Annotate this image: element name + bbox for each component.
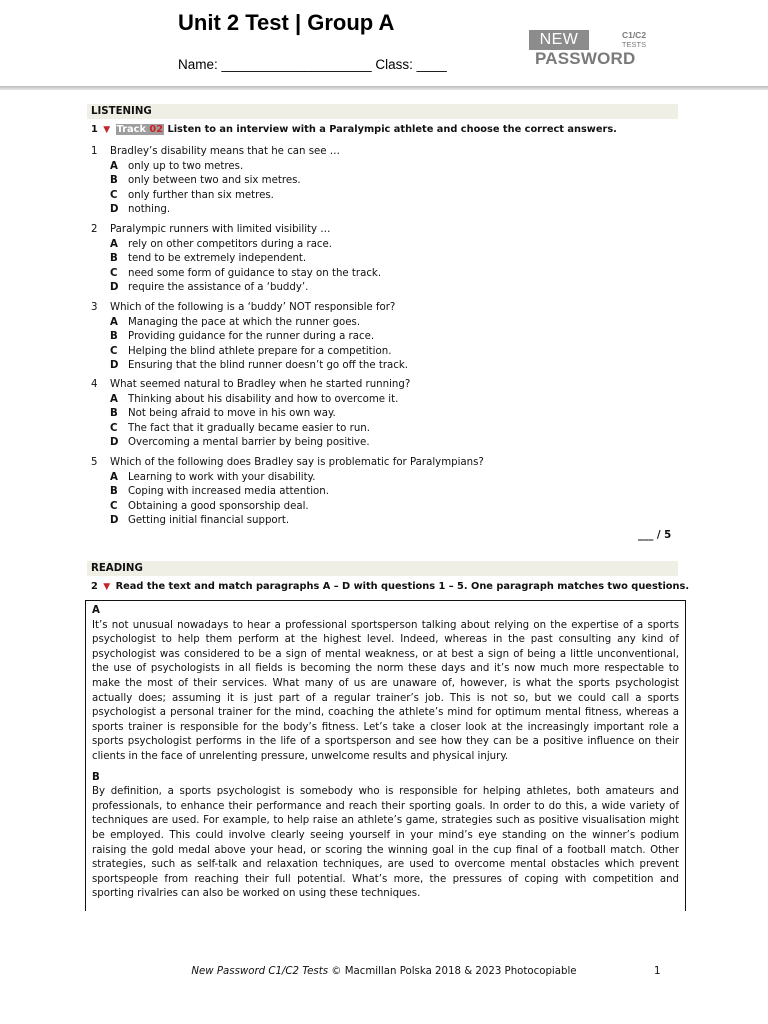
footer-copyright: © Macmillan Polska 2018 & 2023 Photocopiable <box>328 966 577 977</box>
option-letter: A <box>110 160 118 172</box>
option-letter: A <box>110 238 118 250</box>
footer <box>0 966 768 977</box>
option-letter: B <box>110 408 118 420</box>
option-letter: C <box>110 267 118 279</box>
paragraph-text: It’s not unusual nowadays to hear a professional sportsperson talking about relying on the expertise of a sports psychologist to help them perform at the highest level. Indeed, whereas in the past consulting any kind of psychologist was considered to be a sign of mental weakness, or at best a sign of being a little unconventional, the use of psychologists in all fields is becoming the norm these days and it’s now much more respectable to make the most of their services. What many of us are unaware of, however, is what the sports psychologist actually does; assuming it is just part of a regular trainer’s job. This is not so, but we could call a sports psychologist a personal trainer for the mind, coaching the athlete’s mind for optimum mental fitness, whereas a sports trainer is responsible for the body’s fitness. Let’s take a closer look at the increasingly important role a sports psychologist performs in the life of a sportsperson and see how they can be a positive influence on their clients in the face of unrelenting pressure, unwelcome results and physical injury. <box>92 619 679 762</box>
option-text: only further than six metres. <box>128 189 274 201</box>
reading-instruction <box>91 580 689 594</box>
footer-title: New Password C1/C2 Tests <box>191 966 329 977</box>
answer-option[interactable] <box>91 393 671 408</box>
question-stem <box>91 301 671 316</box>
option-letter: B <box>110 253 118 265</box>
answer-option[interactable] <box>91 203 671 218</box>
answer-option[interactable] <box>91 330 671 345</box>
option-text: Getting initial financial support. <box>128 515 290 527</box>
option-letter: B <box>110 331 118 343</box>
option-text: Managing the pace at which the runner goes. <box>128 316 361 328</box>
option-letter: C <box>110 422 118 434</box>
page-number: 1 <box>654 966 661 977</box>
listening-heading: LISTENING <box>91 106 152 117</box>
question-text: Bradley’s disability means that he can see … <box>110 146 340 157</box>
answer-option[interactable] <box>91 436 671 451</box>
answer-option[interactable] <box>91 189 671 204</box>
answer-option[interactable] <box>91 514 671 529</box>
paragraph <box>92 771 679 902</box>
option-letter: D <box>110 437 119 449</box>
option-letter: D <box>110 282 119 294</box>
option-text: Thinking about his disability and how to overcome it. <box>128 393 399 405</box>
option-text: Obtaining a good sponsorship deal. <box>128 500 309 512</box>
option-text: tend to be extremely independent. <box>128 253 307 265</box>
question-2 <box>91 223 671 296</box>
new-password-logo <box>529 30 649 70</box>
option-text: need some form of guidance to stay on the track. <box>128 267 382 279</box>
option-letter: D <box>110 360 119 372</box>
question-text: Which of the following does Bradley say is problematic for Paralympians? <box>110 457 484 468</box>
question-text: Paralympic runners with limited visibility … <box>110 224 331 235</box>
question-3 <box>91 301 671 374</box>
logo-tests: TESTS <box>621 40 647 49</box>
option-text: only up to two metres. <box>128 160 244 172</box>
answer-option[interactable] <box>91 485 671 500</box>
reading-heading: READING <box>91 563 143 574</box>
option-letter: D <box>110 515 119 527</box>
option-text: Providing guidance for the runner during a race. <box>128 331 375 343</box>
question-1 <box>91 145 671 218</box>
paragraph-letter: A <box>92 605 100 616</box>
logo-new: NEW <box>529 30 589 50</box>
answer-option[interactable] <box>91 359 671 374</box>
question-number: 2 <box>91 224 98 235</box>
option-text: Not being afraid to move in his own way. <box>128 408 336 420</box>
option-text: require the assistance of a ‘buddy’. <box>128 282 309 294</box>
answer-option[interactable] <box>91 471 671 486</box>
track-badge: Track 02 <box>116 124 164 135</box>
exercise-number: 1 <box>91 124 98 135</box>
answer-option[interactable] <box>91 252 671 267</box>
option-text: nothing. <box>128 204 171 216</box>
answer-option[interactable] <box>91 281 671 296</box>
answer-option[interactable] <box>91 174 671 189</box>
answer-option[interactable] <box>91 422 671 437</box>
option-text: only between two and six metres. <box>128 175 301 187</box>
listening-score: ___ / 5 <box>638 530 672 541</box>
listening-instruction <box>91 123 617 137</box>
option-text: Coping with increased media attention. <box>128 486 329 498</box>
paragraph-text: By definition, a sports psychologist is somebody who is responsible for helping athletes, both amateurs and professionals, to enhance their performance and reach their sporting goals. In order to do this, a wide variety of techniques are used. For example, to help raise an athlete’s game, strategies such as positive visualisation might be employed. This could involve clearly seeing yourself in your mind’s eye standing on the winner’s podium raising the gold medal above your head, or scoring the winning goal in the cup final of a football match. Other strategies, such as self-talk and relaxation techniques, are used to overcome mental obstacles which prevent sportspeople from reaching their full potential. What’s more, the pressures of coping with competition and sporting rivalries can also be worked on using these techniques. <box>92 786 679 900</box>
reading-text-box <box>85 600 686 911</box>
option-letter: A <box>110 316 118 328</box>
question-stem <box>91 145 671 160</box>
answer-option[interactable] <box>91 238 671 253</box>
option-letter: B <box>110 486 118 498</box>
question-4 <box>91 378 671 451</box>
reading-heading-bar <box>87 561 678 576</box>
exercise-number: 2 <box>91 581 98 592</box>
listening-heading-bar <box>87 104 678 119</box>
option-text: rely on other competitors during a race. <box>128 238 333 250</box>
logo-password: PASSWORD <box>535 49 636 68</box>
header-divider <box>0 86 768 90</box>
answer-option[interactable] <box>91 267 671 282</box>
question-number: 3 <box>91 302 98 313</box>
answer-option[interactable] <box>91 500 671 515</box>
option-text: Ensuring that the blind runner doesn’t go off the track. <box>128 360 409 372</box>
option-text: Helping the blind athlete prepare for a competition. <box>128 345 392 357</box>
logo-level: C1/C2 <box>621 30 647 40</box>
audio-track-icon: ▼ <box>103 125 111 135</box>
question-5 <box>91 456 671 529</box>
paragraph <box>92 604 679 765</box>
question-text: Which of the following is a ‘buddy’ NOT responsible for? <box>110 302 396 313</box>
question-number: 1 <box>91 146 98 157</box>
answer-option[interactable] <box>91 316 671 331</box>
option-letter: C <box>110 189 118 201</box>
question-stem <box>91 378 671 393</box>
paragraph-letter: B <box>92 771 100 783</box>
option-text: The fact that it gradually became easier to run. <box>128 422 370 434</box>
question-text: What seemed natural to Bradley when he started running? <box>110 379 411 390</box>
question-number: 4 <box>91 379 98 390</box>
answer-option[interactable] <box>91 345 671 360</box>
name-class-line: Name: ____________________ Class: ____ <box>178 57 447 72</box>
option-letter: C <box>110 500 118 512</box>
instruction-text: Read the text and match paragraphs A – D with questions 1 – 5. One paragraph matches two questions. <box>115 581 690 592</box>
option-text: Overcoming a mental barrier by being positive. <box>128 437 370 449</box>
reading-icon: ▼ <box>103 582 111 592</box>
question-number: 5 <box>91 457 98 468</box>
question-stem <box>91 223 671 238</box>
instruction-text: Listen to an interview with a Paralympic athlete and choose the correct answers. <box>167 124 617 135</box>
option-letter: D <box>110 204 119 216</box>
page-title: Unit 2 Test | Group A <box>178 10 395 35</box>
option-text: Learning to work with your disability. <box>128 471 316 483</box>
option-letter: A <box>110 393 118 405</box>
question-stem <box>91 456 671 471</box>
option-letter: B <box>110 175 118 187</box>
answer-option[interactable] <box>91 407 671 422</box>
option-letter: A <box>110 471 118 483</box>
option-letter: C <box>110 345 118 357</box>
answer-option[interactable] <box>91 160 671 175</box>
